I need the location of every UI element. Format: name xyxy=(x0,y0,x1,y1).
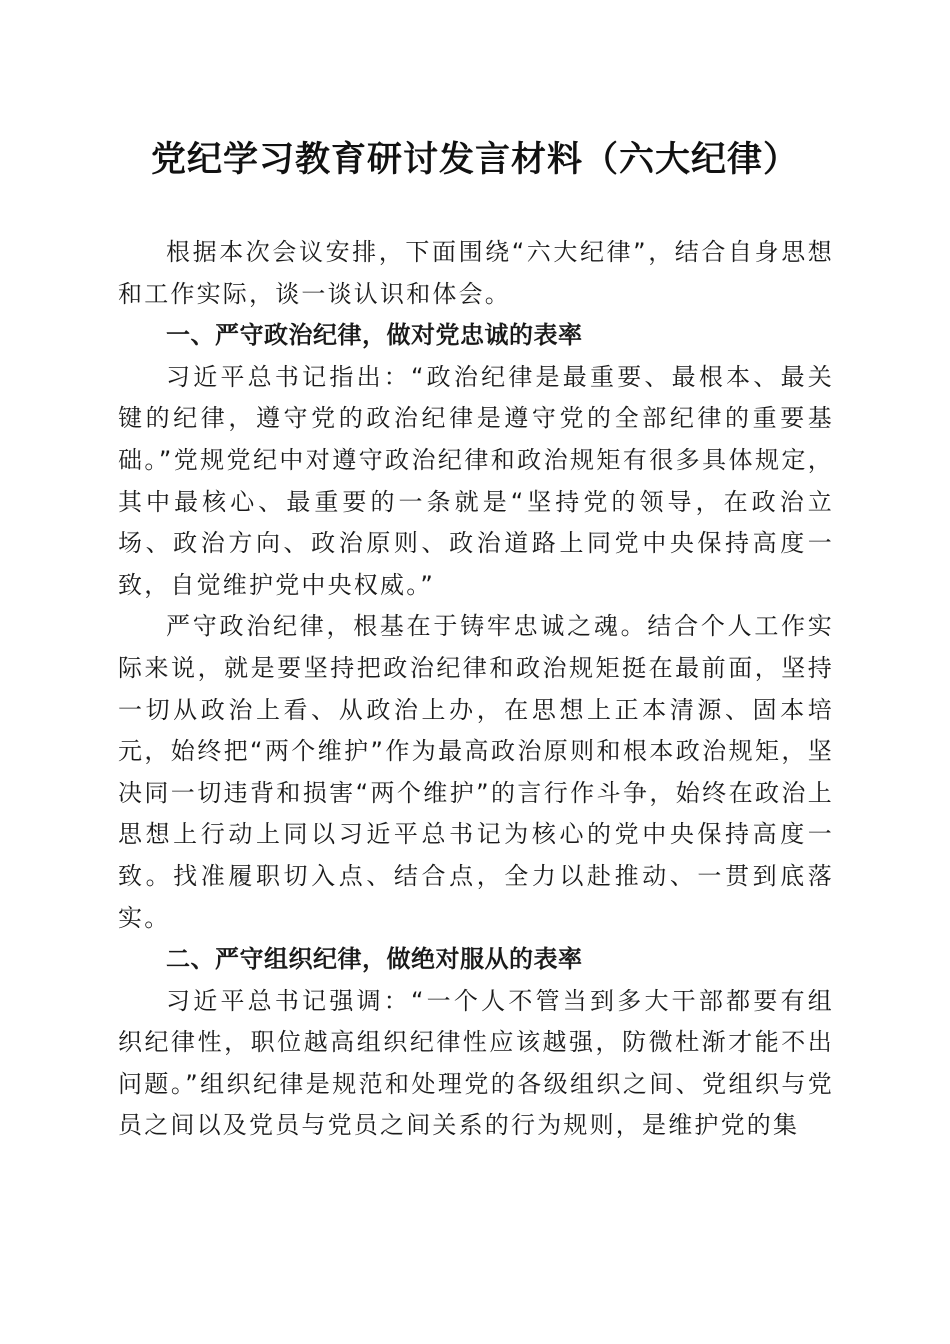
body-paragraph: 严守政治纪律，根基在于铸牢忠诚之魂。结合个人工作实际来说，就是要坚持把政治纪律和政治规矩挺在最前面，坚持一切从政治上看、从政治上办，在思想上正本清源、固本培元，始终把“两个维护”作为最高政治原则和根本政治规矩，坚决同一切违背和损害“两个维护”的言行作斗争，始终在政治上思想上行动上同以习近平总书记为核心的党中央保持高度一致。找准履职切入点、结合点，全力以赴推动、一贯到底落实。 xyxy=(118,612,834,932)
section-heading-organizational-discipline: 二、严守组织纪律，做绝对服从的表率 xyxy=(166,945,583,974)
body-paragraph: 习近平总书记强调：“一个人不管当到多大干部都要有组织纪律性，职位越高组织纪律性应该越强，防微杜渐才能不出问题。”组织纪律是规范和处理党的各级组织之间、党组织与党员之间以及党员与党员之间关系的行为规则，是维护党的集 xyxy=(118,986,834,1140)
intro-paragraph: 根据本次会议安排，下面围绕“六大纪律”，结合自身思想和工作实际，谈一谈认识和体会。 xyxy=(118,238,834,308)
document-body xyxy=(118,232,834,1147)
body-paragraph: 习近平总书记指出：“政治纪律是最重要、最根本、最关键的纪律，遵守党的政治纪律是遵守党的全部纪律的重要基础。”党规党纪中对遵守政治纪律和政治规矩有很多具体规定，其中最核心、最重要的一条就是“坚持党的领导，在政治立场、政治方向、政治原则、政治道路上同党中央保持高度一致，自觉维护党中央权威。” xyxy=(118,362,834,599)
document-title: 党纪学习教育研讨发言材料（六大纪律） xyxy=(150,139,799,180)
section-heading-political-discipline: 一、严守政治纪律，做对党忠诚的表率 xyxy=(166,321,583,350)
